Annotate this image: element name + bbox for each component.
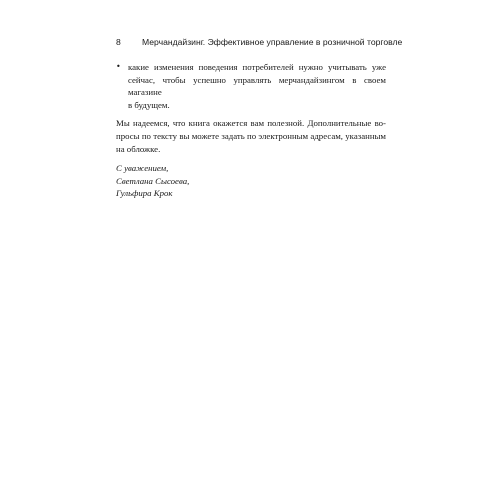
signature-author: Гульфира Крок [116, 188, 173, 199]
text-line: какие изменения поведения потребителей нужно учитывать уже [128, 62, 386, 72]
closing-paragraph [116, 117, 386, 155]
text-line: на обложке. [116, 143, 161, 154]
page-number: 8 [116, 37, 121, 47]
text-line: сейчас, чтобы успешно управлять мерчандайзингом в своем магазине [128, 74, 386, 98]
bullet-icon: • [116, 62, 121, 71]
text-line: просы по тексту вы можете задать по электронным адресам, указанным [116, 130, 386, 141]
list-item [116, 61, 386, 111]
signature-closing: С уважением, [116, 163, 169, 174]
text-line: в будущем. [128, 99, 170, 110]
list-item-text [128, 61, 386, 111]
text-line: Мы надеемся, что книга окажется вам полезной. Дополнительные во- [116, 118, 386, 129]
signature-author: Светлана Сысоева, [116, 175, 190, 186]
running-head [116, 35, 403, 49]
signature-block [116, 162, 386, 200]
body-text [116, 61, 386, 200]
running-title: Мерчандайзинг. Эффективное управление в розничной торговле [142, 37, 403, 47]
